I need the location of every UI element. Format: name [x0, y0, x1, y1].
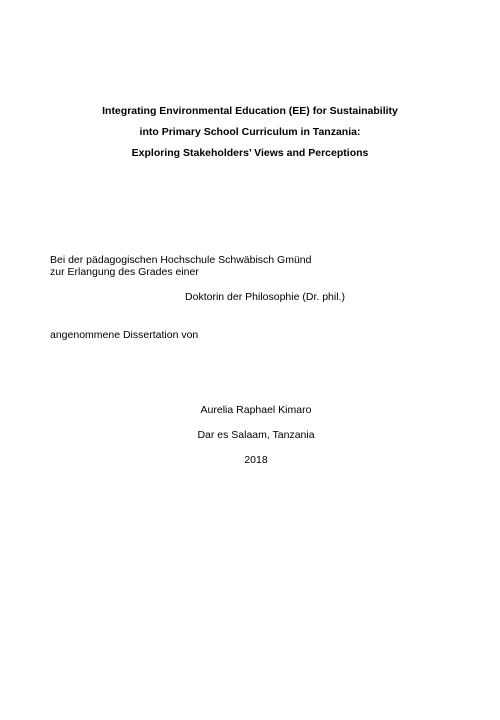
submission-line-1: Bei der pädagogischen Hochschule Schwäbisch Gmünd: [50, 254, 312, 266]
accepted-dissertation-line: angenommene Dissertation von: [50, 329, 199, 341]
year-line: 2018: [244, 454, 268, 466]
degree-line: Doktorin der Philosophie (Dr. phil.): [185, 291, 345, 303]
author-name: Aurelia Raphael Kimaro: [200, 404, 312, 416]
submission-line-2: zur Erlangung des Grades einer: [50, 266, 199, 278]
title-line-2: into Primary School Curriculum in Tanzania:: [139, 126, 361, 138]
place-line: Dar es Salaam, Tanzania: [197, 429, 315, 441]
title-line-3: Exploring Stakeholders’ Views and Perceptions: [131, 147, 369, 159]
dissertation-title: [0, 101, 500, 164]
title-line-1: Integrating Environmental Education (EE) for Sustainability: [102, 105, 398, 117]
